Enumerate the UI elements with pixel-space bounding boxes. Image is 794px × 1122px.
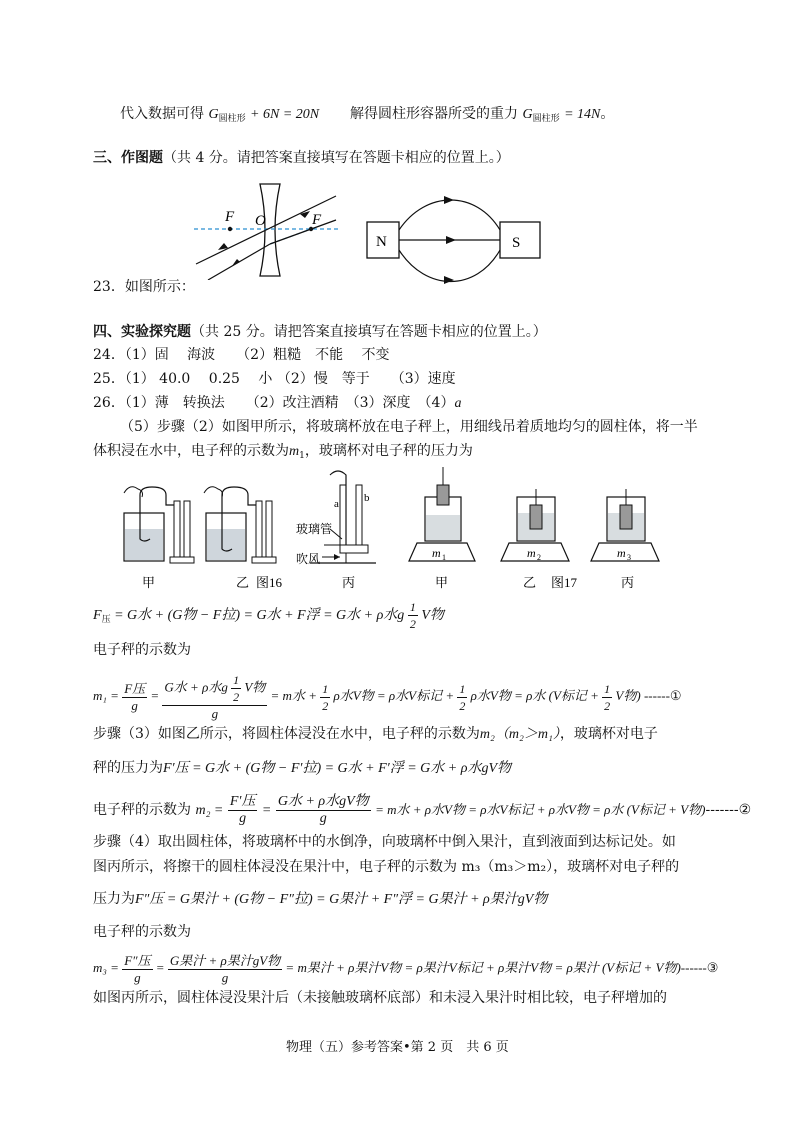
reading-text-3: 电子秤的示数为 bbox=[93, 924, 191, 940]
svg-text:3: 3 bbox=[627, 553, 631, 562]
section-3-note: （共 4 分。请把答案直接填写在答题卡相应的位置上。） bbox=[163, 150, 510, 166]
blow-label: 吹风 bbox=[296, 552, 321, 566]
substitution-line: 代入数据可得 $G_{圆柱形} + 6N = 20N$ 解得圆柱形容器所受的重力 $G_{圆柱形} = 14N$。 bbox=[120, 106, 615, 124]
tube-label: 玻璃管 bbox=[296, 522, 333, 536]
equation-F-press: $F_压 = G$水 + (G物 − F拉) = G水 + F浮 = G水 + ρ水g $\frac{1}{2}$ V物 bbox=[93, 600, 444, 632]
label-F-left: F bbox=[225, 209, 235, 225]
label-O: O bbox=[255, 213, 266, 229]
caption-16: 图16 bbox=[256, 575, 283, 590]
last-line: 如图丙所示，圆柱体浸没果汁后（未接触玻璃杯底部）和未浸入果汁时相比较，电子秤增加的 bbox=[93, 990, 667, 1006]
equation-m3: m₃ = $\frac{\text{F″压}}{g}$ = $\frac{\text{G果汁 + ρ果汁gV物}}{g}$ = m果汁 + ρ果汁V物 = ρ果汁V标记 + ρ果汁V物 = ρ果汁 (V标记 + V物)------③ bbox=[93, 952, 719, 985]
label-S: S bbox=[512, 235, 521, 251]
equation-2: = 14N bbox=[564, 107, 601, 122]
answer-q26: 26．（1）薄 转换法 （2）改注酒精 （3）深度 （4）a bbox=[93, 395, 462, 411]
step2-line2: 体积浸在水中，电子秤的示数为$m_1$，玻璃杯对电子秤的压力为 bbox=[93, 443, 473, 461]
figure-17-jia bbox=[409, 467, 475, 590]
answer-q24: 24．（1）固 海波 （2）粗糙 不能 不变 bbox=[93, 347, 390, 363]
equation-1: + 6N = 20N bbox=[250, 107, 320, 122]
answer-q25: 25．（1） 40.0 0.25 小 （2）慢 等于 （3）速度 bbox=[93, 371, 456, 387]
svg-text:1: 1 bbox=[442, 553, 446, 562]
equation-m2: 电子秤的示数为 m₂ = $\frac{\text{F′压}}{g}$ = $\frac{\text{G水 + ρ水gV物}}{g}$ = m水 + ρ水V物 = ρ水V标记 + ρ水V物 = ρ水 (V标记 + V物)-------② bbox=[93, 793, 752, 826]
label-jia-17: 甲 bbox=[435, 575, 449, 590]
equation-m1: m₁ = $\frac{\text{F压}}{g}$ = G水 + ρ水g $\frac{1}{2}$ V物 g = m水 + $\frac{1}{2}$ ρ水V物 = ρ水V标记 + $\frac{1}{2}$ ρ水V物 = ρ水 (V标记 + $\frac{1}{2}$ V物) ------① bbox=[93, 673, 682, 721]
section-4-note: （共 25 分。请把答案直接填写在答题卡相应的位置上。） bbox=[191, 324, 547, 340]
step4-line1: 步骤（4）取出圆柱体，将玻璃杯中的水倒净，向玻璃杯中倒入果汁，直到液面到达标记处。如 bbox=[93, 834, 676, 850]
step3-line2: 秤的压力为F′压 = G水 + (G物 − F′拉) = G水 + F′浮 = G水 + ρ水gV物 bbox=[93, 760, 512, 776]
label-F-right: F bbox=[312, 212, 322, 228]
svg-text:m: m bbox=[527, 546, 536, 560]
svg-text:2: 2 bbox=[537, 553, 541, 562]
figure-17 bbox=[405, 465, 675, 595]
gravity-subscript-2: 圆柱形 bbox=[532, 114, 560, 124]
label-N: N bbox=[376, 234, 387, 250]
solve-text: 解得圆柱形容器所受的重力 bbox=[350, 106, 519, 122]
label-bing-16: 丙 bbox=[342, 575, 356, 590]
ray-through-center bbox=[196, 196, 336, 264]
field-line-bottom bbox=[399, 250, 500, 282]
lens-ray-diagram bbox=[188, 180, 348, 280]
section-4-heading bbox=[93, 322, 547, 342]
step4-line3: 压力为F″压 = G果汁 + (G物 − F″拉) = G果汁 + F″浮 = G果汁 + ρ果汁gV物 bbox=[93, 891, 548, 907]
q23-label: 23．如图所示： bbox=[93, 279, 195, 295]
figure-17-bing bbox=[591, 489, 659, 590]
section-3-title: 三、作图题 bbox=[93, 150, 163, 166]
svg-text:b: b bbox=[364, 492, 370, 504]
figure-17-yi bbox=[501, 489, 578, 590]
page-footer: 物理（五）参考答案•第 2 页 共 6 页 bbox=[286, 1040, 509, 1055]
figure-16-bing bbox=[296, 471, 376, 590]
section-4-title: 四、实验探究题 bbox=[93, 324, 191, 340]
svg-text:m: m bbox=[617, 546, 626, 560]
magnet-field-diagram bbox=[366, 190, 541, 294]
field-line-top bbox=[399, 200, 500, 230]
svg-text:a: a bbox=[334, 498, 339, 510]
figure-16 bbox=[110, 465, 390, 595]
step2-line1: （5）步骤（2）如图甲所示，将玻璃杯放在电子秤上，用细线吊着质地均匀的圆柱体，将一半 bbox=[120, 419, 698, 435]
caption-17: 图17 bbox=[551, 575, 578, 590]
figure-16-yi bbox=[204, 487, 283, 590]
step4-line2: 图丙所示，将擦干的圆柱体浸没在果汁中，电子秤的示数为 m₃（m₃＞m₂），玻璃杯对电子秤的 bbox=[93, 859, 680, 875]
step3-line1: 步骤（3）如图乙所示，将圆柱体浸没在水中，电子秤的示数为m₂（m₂＞m₁），玻璃杯对电子 bbox=[93, 726, 658, 742]
svg-text:m: m bbox=[432, 546, 441, 560]
label-bing-17: 丙 bbox=[621, 575, 635, 590]
gravity-symbol-2: G bbox=[522, 107, 533, 122]
reading-text-1: 电子秤的示数为 bbox=[93, 642, 191, 658]
gravity-symbol: G bbox=[208, 107, 219, 122]
figure-16-jia bbox=[124, 487, 194, 590]
label-yi-16: 乙 bbox=[236, 575, 250, 590]
gravity-subscript: 圆柱形 bbox=[218, 114, 246, 124]
section-3-heading bbox=[93, 148, 510, 168]
label-yi-17: 乙 bbox=[523, 575, 537, 590]
substitution-prefix: 代入数据可得 bbox=[120, 106, 204, 122]
focal-point-left bbox=[228, 227, 232, 231]
concave-lens bbox=[260, 184, 280, 276]
label-jia-16: 甲 bbox=[142, 575, 156, 590]
